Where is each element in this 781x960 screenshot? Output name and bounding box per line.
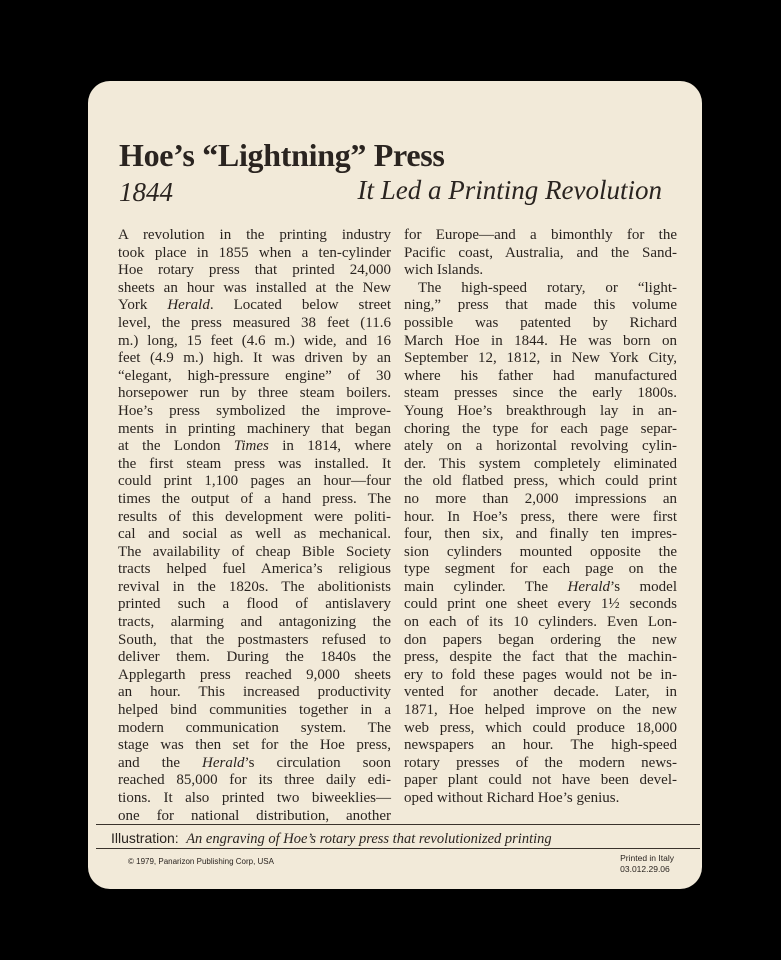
text-line [404, 262, 677, 280]
text-segment: feet (4.9 m.) high. It was driven by an [118, 350, 391, 367]
text-line [118, 737, 391, 755]
text-line [118, 245, 391, 263]
text-segment: tions. It also printed two biweeklies— [118, 790, 391, 806]
text-line [118, 684, 391, 702]
text-line [404, 772, 677, 790]
text-line [118, 350, 391, 368]
text-line [118, 473, 391, 491]
text-segment: York [118, 297, 168, 314]
text-line [118, 579, 391, 597]
text-segment: “elegant, high-pressure engine” of 30 [118, 367, 391, 384]
text-segment: web press, which could produce 18,000 [404, 719, 677, 736]
text-segment: Hoe rotary press that printed 24,000 [118, 262, 391, 279]
text-line [118, 808, 391, 826]
illustration-caption: An engraving of Hoe’s rotary press that revolutionized printing [186, 831, 552, 847]
text-line [118, 456, 391, 474]
text-segment: press, despite the fact that the machin- [404, 649, 677, 666]
text-segment: in 1814, where [268, 438, 391, 455]
body-column-left [118, 227, 391, 825]
text-segment: March Hoe in 1844. He was born on [404, 332, 677, 349]
text-segment: level, the press measured 38 feet (11.6 [118, 314, 391, 331]
text-segment: South, that the postmasters refused to [118, 631, 391, 648]
card-subtitle: It Led a Printing Revolution [357, 175, 662, 205]
printed-in: Printed in Italy [620, 853, 674, 863]
text-line [404, 684, 677, 702]
text-segment: took place in 1855 when a ten-cylinder [118, 244, 391, 261]
text-segment: ery to fold these pages would not be in- [404, 666, 677, 683]
text-line [118, 614, 391, 632]
illustration-label: Illustration: [111, 830, 179, 846]
illustration-caption-row [111, 830, 552, 848]
text-segment: September 12, 1812, in New York City, [404, 350, 677, 367]
print-info [620, 853, 674, 875]
text-segment: der. This system completely eliminated [404, 455, 677, 472]
text-line [404, 438, 677, 456]
text-segment: the first steam press was installed. It [118, 455, 391, 472]
text-segment: one for national distribution, another [118, 807, 391, 824]
text-line [404, 614, 677, 632]
text-segment: A revolution in the printing industry [118, 227, 391, 243]
text-segment: Pacific coast, Australia, and the Sand- [404, 244, 677, 261]
text-segment: steam presses since the early 1800s. [404, 385, 677, 402]
text-segment: tracts, alarming and antagonizing the [118, 614, 391, 631]
text-segment: the old flatbed press, which could print [404, 473, 677, 490]
text-line [404, 280, 677, 298]
text-line [404, 473, 677, 491]
text-line [118, 421, 391, 439]
text-segment: Young Hoe’s breakthrough lay in an- [404, 402, 677, 419]
text-segment: ’s circulation soon [244, 754, 391, 771]
text-line [404, 297, 677, 315]
text-segment: where his father had manufactured [404, 367, 677, 384]
italic-text: Herald [167, 297, 210, 314]
text-segment: could print 1,100 pages an hour—four [118, 473, 391, 490]
text-line [118, 526, 391, 544]
text-segment: don papers began ordering the new [404, 631, 677, 648]
text-segment: no more than 2,000 impressions an [404, 490, 677, 507]
text-segment: on each of its 10 cylinders. Even Lon- [404, 614, 677, 631]
text-segment: sheets an hour was installed at the New [118, 279, 391, 296]
text-segment: paper plant could not have been devel- [404, 772, 677, 789]
text-line [404, 737, 677, 755]
text-line [118, 544, 391, 562]
text-segment: main cylinder. The [404, 578, 568, 595]
text-line [404, 491, 677, 509]
text-line [404, 245, 677, 263]
text-line [118, 649, 391, 667]
body-column-right [404, 227, 677, 808]
text-line [118, 227, 391, 245]
text-line [404, 667, 677, 685]
text-segment: vented for another decade. Later, in [404, 684, 677, 701]
text-segment: cal and social as well as mechanical. [118, 526, 391, 543]
text-segment: . Located below street [209, 297, 391, 314]
text-line [404, 509, 677, 527]
text-segment: newspapers an hour. The high-speed [404, 737, 677, 754]
text-line [118, 596, 391, 614]
text-segment: for Europe—and a bimonthly for the [404, 227, 677, 243]
card-title: Hoe’s “Lightning” Press [119, 137, 445, 173]
text-line [404, 720, 677, 738]
text-line [404, 632, 677, 650]
text-segment: times the output of a hand press. The [118, 490, 391, 507]
text-segment: choring the type for each page separ- [404, 420, 677, 437]
text-line [404, 403, 677, 421]
text-line [118, 632, 391, 650]
text-segment: sion cylinders mounted opposite the [404, 543, 677, 560]
text-segment: oped without Richard Hoe’s genius. [404, 790, 620, 806]
text-segment: rotary presses of the modern news- [404, 754, 677, 771]
text-segment: Hoe’s press symbolized the improve- [118, 402, 391, 419]
text-line [404, 385, 677, 403]
card [88, 81, 702, 889]
text-line [404, 561, 677, 579]
text-line [404, 333, 677, 351]
text-segment: Applegarth press reached 9,000 sheets [118, 666, 391, 683]
text-line [404, 544, 677, 562]
text-line [118, 720, 391, 738]
text-segment: revival in the 1820s. The abolitionists [118, 578, 391, 595]
text-segment: reached 85,000 for its three daily edi- [118, 772, 391, 789]
text-segment: deliver them. During the 1840s the [118, 649, 391, 666]
italic-text: Herald [202, 754, 245, 771]
text-segment: ning,” press that made this volume [404, 297, 677, 314]
text-line [404, 596, 677, 614]
text-line [118, 368, 391, 386]
text-segment: at the London [118, 438, 234, 455]
text-line [404, 755, 677, 773]
divider-bottom [96, 848, 700, 849]
text-segment: tracts helped fuel America’s religious [118, 561, 391, 578]
text-segment: horsepower run by three steam boilers. [118, 385, 391, 402]
text-segment: m.) long, 15 feet (4.6 m.) wide, and 16 [118, 332, 391, 349]
text-line [404, 649, 677, 667]
text-line [118, 702, 391, 720]
divider-top [96, 824, 700, 825]
text-segment: printed such a flood of antislavery [118, 596, 391, 613]
text-segment: and the [118, 754, 202, 771]
text-line [118, 403, 391, 421]
text-segment: could print one sheet every 1½ seconds [404, 596, 677, 613]
text-line [118, 438, 391, 456]
text-segment: wich Islands. [404, 262, 484, 279]
text-segment: ments in printing machinery that began [118, 420, 391, 437]
text-line [118, 772, 391, 790]
text-line [404, 315, 677, 333]
text-line [118, 297, 391, 315]
text-line [404, 350, 677, 368]
text-line [118, 315, 391, 333]
text-line [118, 509, 391, 527]
text-line [118, 280, 391, 298]
text-segment: type segment for each page on the [404, 561, 677, 578]
text-line [118, 385, 391, 403]
text-line [404, 227, 677, 245]
text-line [118, 755, 391, 773]
text-line [118, 491, 391, 509]
text-segment: ’s model [610, 578, 677, 595]
text-segment: an hour. This increased productivity [118, 684, 391, 701]
text-line [118, 790, 391, 808]
text-segment: results of this development were politi- [118, 508, 391, 525]
text-line [404, 790, 677, 808]
text-line [118, 262, 391, 280]
text-line [118, 333, 391, 351]
text-line [404, 368, 677, 386]
text-line [404, 526, 677, 544]
card-year: 1844 [119, 177, 173, 207]
text-segment: possible was patented by Richard [404, 314, 677, 331]
text-line [118, 667, 391, 685]
text-segment: The availability of cheap Bible Society [118, 543, 391, 560]
text-line [404, 579, 677, 597]
italic-text: Herald [567, 578, 611, 595]
text-line [404, 421, 677, 439]
text-line [404, 456, 677, 474]
text-line [404, 702, 677, 720]
text-segment: helped bind communities together in a [118, 702, 391, 719]
text-segment: ately on a horizontal revolving cylin- [404, 438, 677, 455]
text-segment: four, then six, and finally ten impres- [404, 526, 677, 543]
text-segment: modern communication system. The [118, 719, 391, 736]
text-segment: stage was then set for the Hoe press, [118, 737, 391, 754]
text-line [118, 561, 391, 579]
text-segment: The high-speed rotary, or “light- [418, 279, 677, 296]
italic-text: Times [233, 438, 269, 455]
text-segment: 1871, Hoe helped improve on the new [404, 702, 677, 719]
copyright: © 1979, Panarizon Publishing Corp, USA [128, 857, 274, 866]
text-segment: hour. In Hoe’s press, there were first [404, 508, 677, 525]
card-code: 03.012.29.06 [620, 864, 670, 874]
